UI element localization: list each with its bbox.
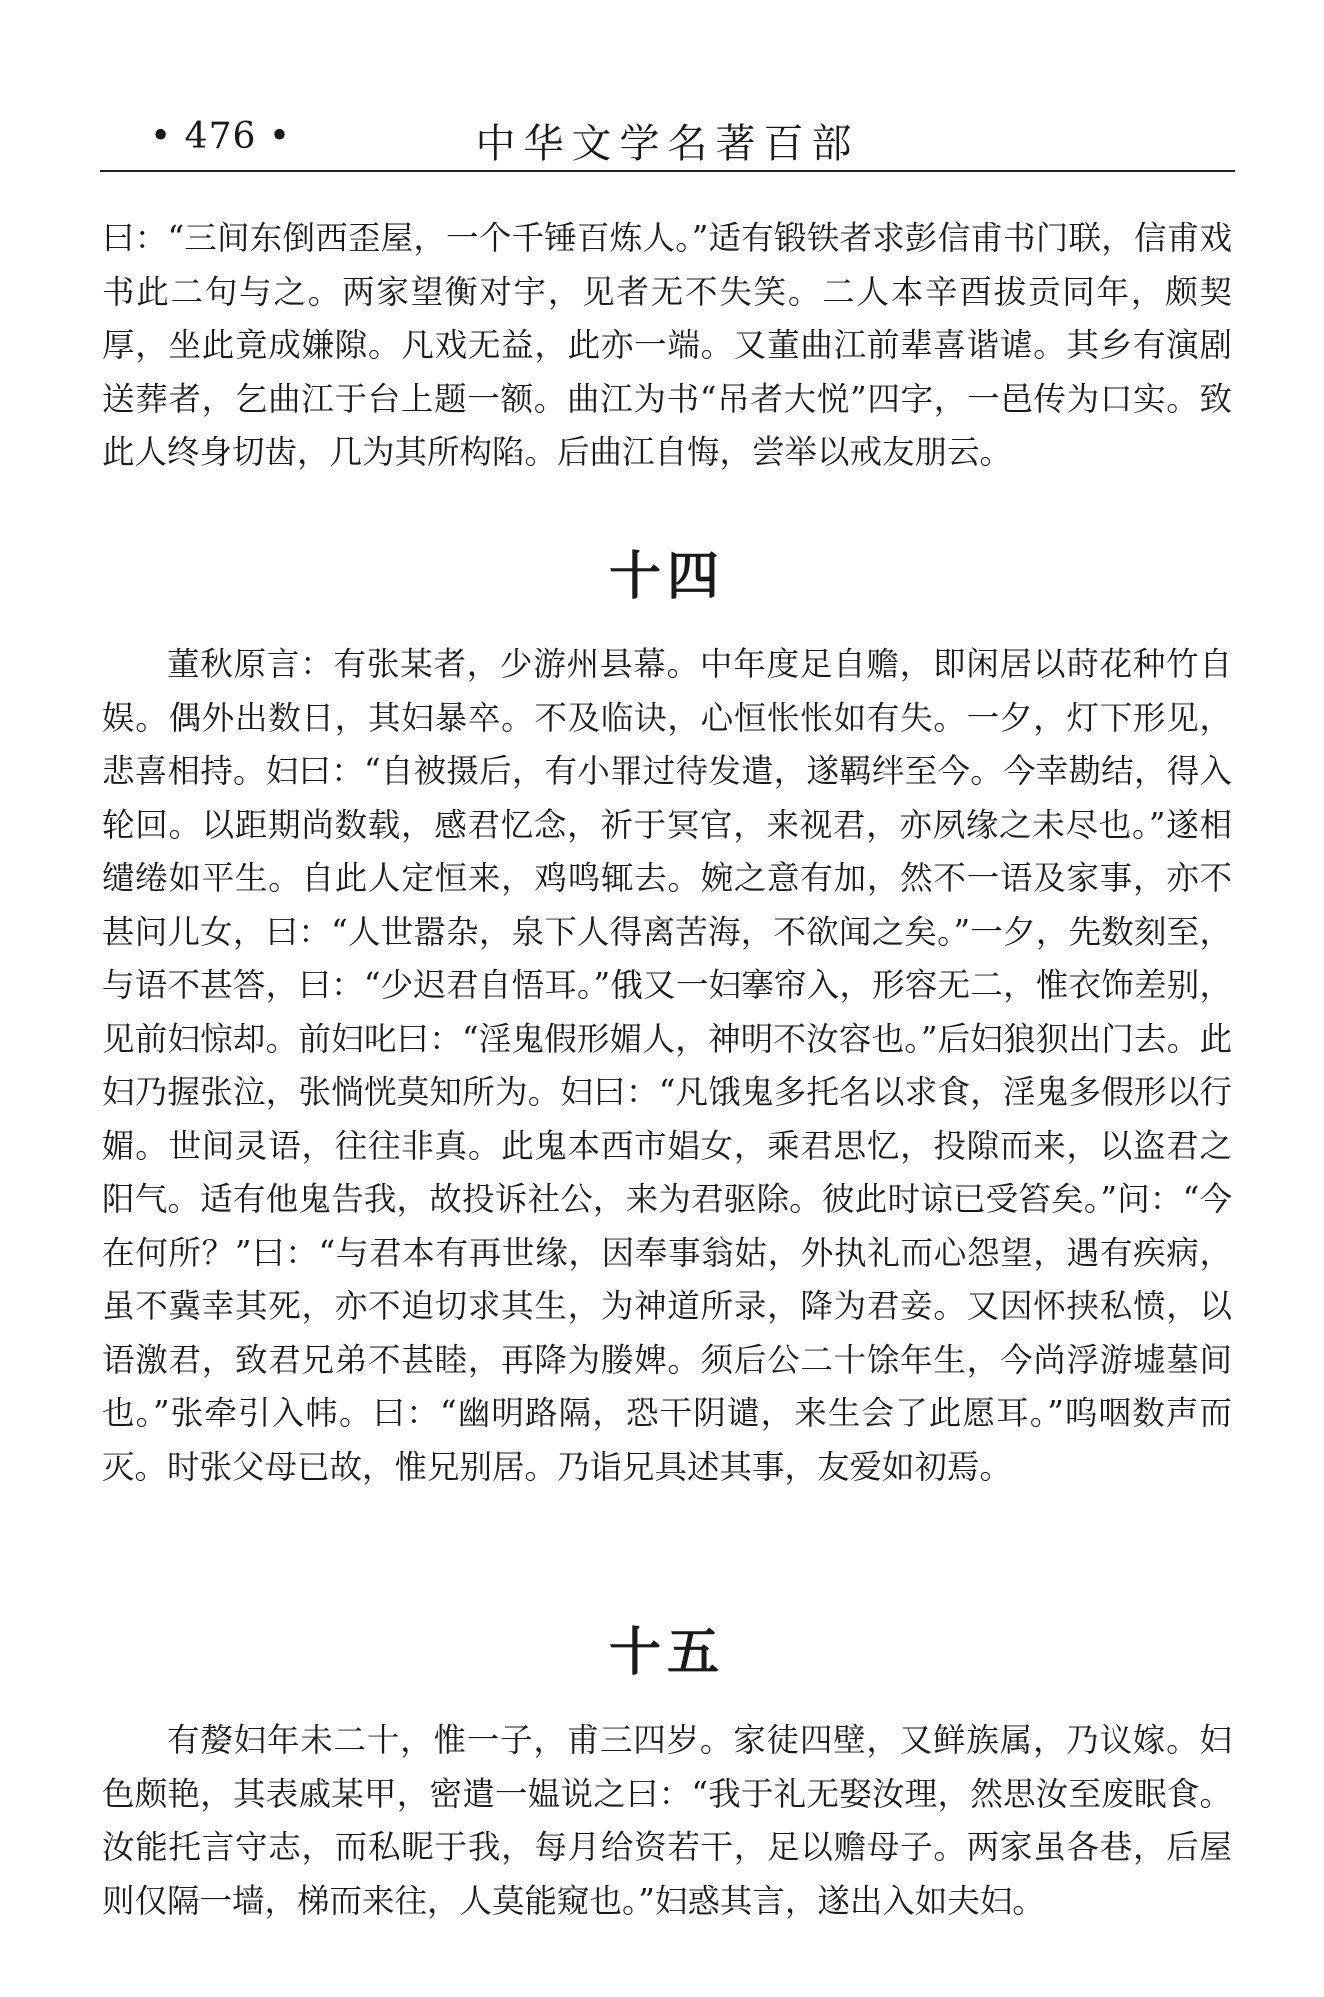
running-title: 中华文学名著百部 [475, 121, 860, 167]
section-heading-15: 十五 [608, 1623, 725, 1683]
section-15-paragraph: 有嫠妇年未二十，惟一子，甫三四岁。家徒四壁，又鲜族属，乃议嫁。妇色颇艳，其表戚某甲，密遣一媪说之曰：“我于礼无娶汝理，然思汝至废眠食。汝能托言守志，而私昵于我，每月给资若干，足以赡母子。两家虽各巷，后屋则仅隔一墙，梯而来往，人莫能窥也。”妇惑其言，遂出入如夫妇。 [102, 1721, 1232, 1920]
header-rule [100, 170, 1235, 172]
page-number: • 476 • [150, 116, 292, 157]
section-14-paragraph: 董秋原言：有张某者，少游州县幕。中年度足自赡，即闲居以莳花种竹自娱。偶外出数日，其妇暴卒。不及临诀，心恒怅怅如有失。一夕，灯下形见，悲喜相持。妇曰：“自被摄后，有小罪过待发遣，遂羁绊至今。今幸勘结，得入轮回。以距期尚数载，感君忆念，祈于冥官，来视君，亦夙缘之未尽也。”遂相缱绻如平生。自此人定恒来，鸡鸣辄去。婉之意有加，然不一语及家事，亦不甚问儿女，曰：“人世嚣杂，泉下人得离苦海，不欲闻之矣。”一夕，先数刻至，与语不甚答，曰：“少迟君自悟耳。”俄又一妇搴帘入，形容无二，惟衣饰差别，见前妇惊却。前妇叱曰：“淫鬼假形媚人，神明不汝容也。”后妇狼狈出门去。此妇乃握张泣，张惝恍莫知所为。妇曰：“凡饿鬼多托名以求食，淫鬼多假形以行媚。世间灵语，往往非真。此鬼本西市娼女，乘君思忆，投隙而来，以盗君之阳气。适有他鬼告我，故投诉社公，来为君驱除。彼此时谅已受笞矣。”问：“今在何所？”曰：“与君本有再世缘，因奉事翁姑，外执礼而心怨望，遇有疾病，虽不冀幸其死，亦不迫切求其生，为神道所录，降为君妾。又因怀挟私愤，以语激君，致君兄弟不甚睦，再降为媵婢。须后公二十馀年生，今尚浮游墟墓间也。”张牵引入帏。曰：“幽明路隔，恐干阴谴，来生会了此愿耳。”呜咽数声而灭。时张父母已故，惟兄别居。乃诣兄具述其事，友爱如初焉。 [102, 645, 1232, 1486]
page-header [100, 112, 1235, 172]
section-heading-14: 十四 [608, 547, 725, 607]
continuation-paragraph: 曰：“三间东倒西歪屋，一个千锤百炼人。”适有锻铁者求彭信甫书门联，信甫戏书此二句与之。两家望衡对宇，见者无不失笑。二人本辛酉拔贡同年，颇契厚，坐此竟成嫌隙。凡戏无益，此亦一端。又董曲江前辈喜谐谑。其乡有演剧送葬者，乞曲江于台上题一额。曲江为书“吊者大悦”四字，一邑传为口实。致此人终身切齿，几为其所构陷。后曲江自悔，尝举以戒友朋云。 [102, 219, 1232, 471]
